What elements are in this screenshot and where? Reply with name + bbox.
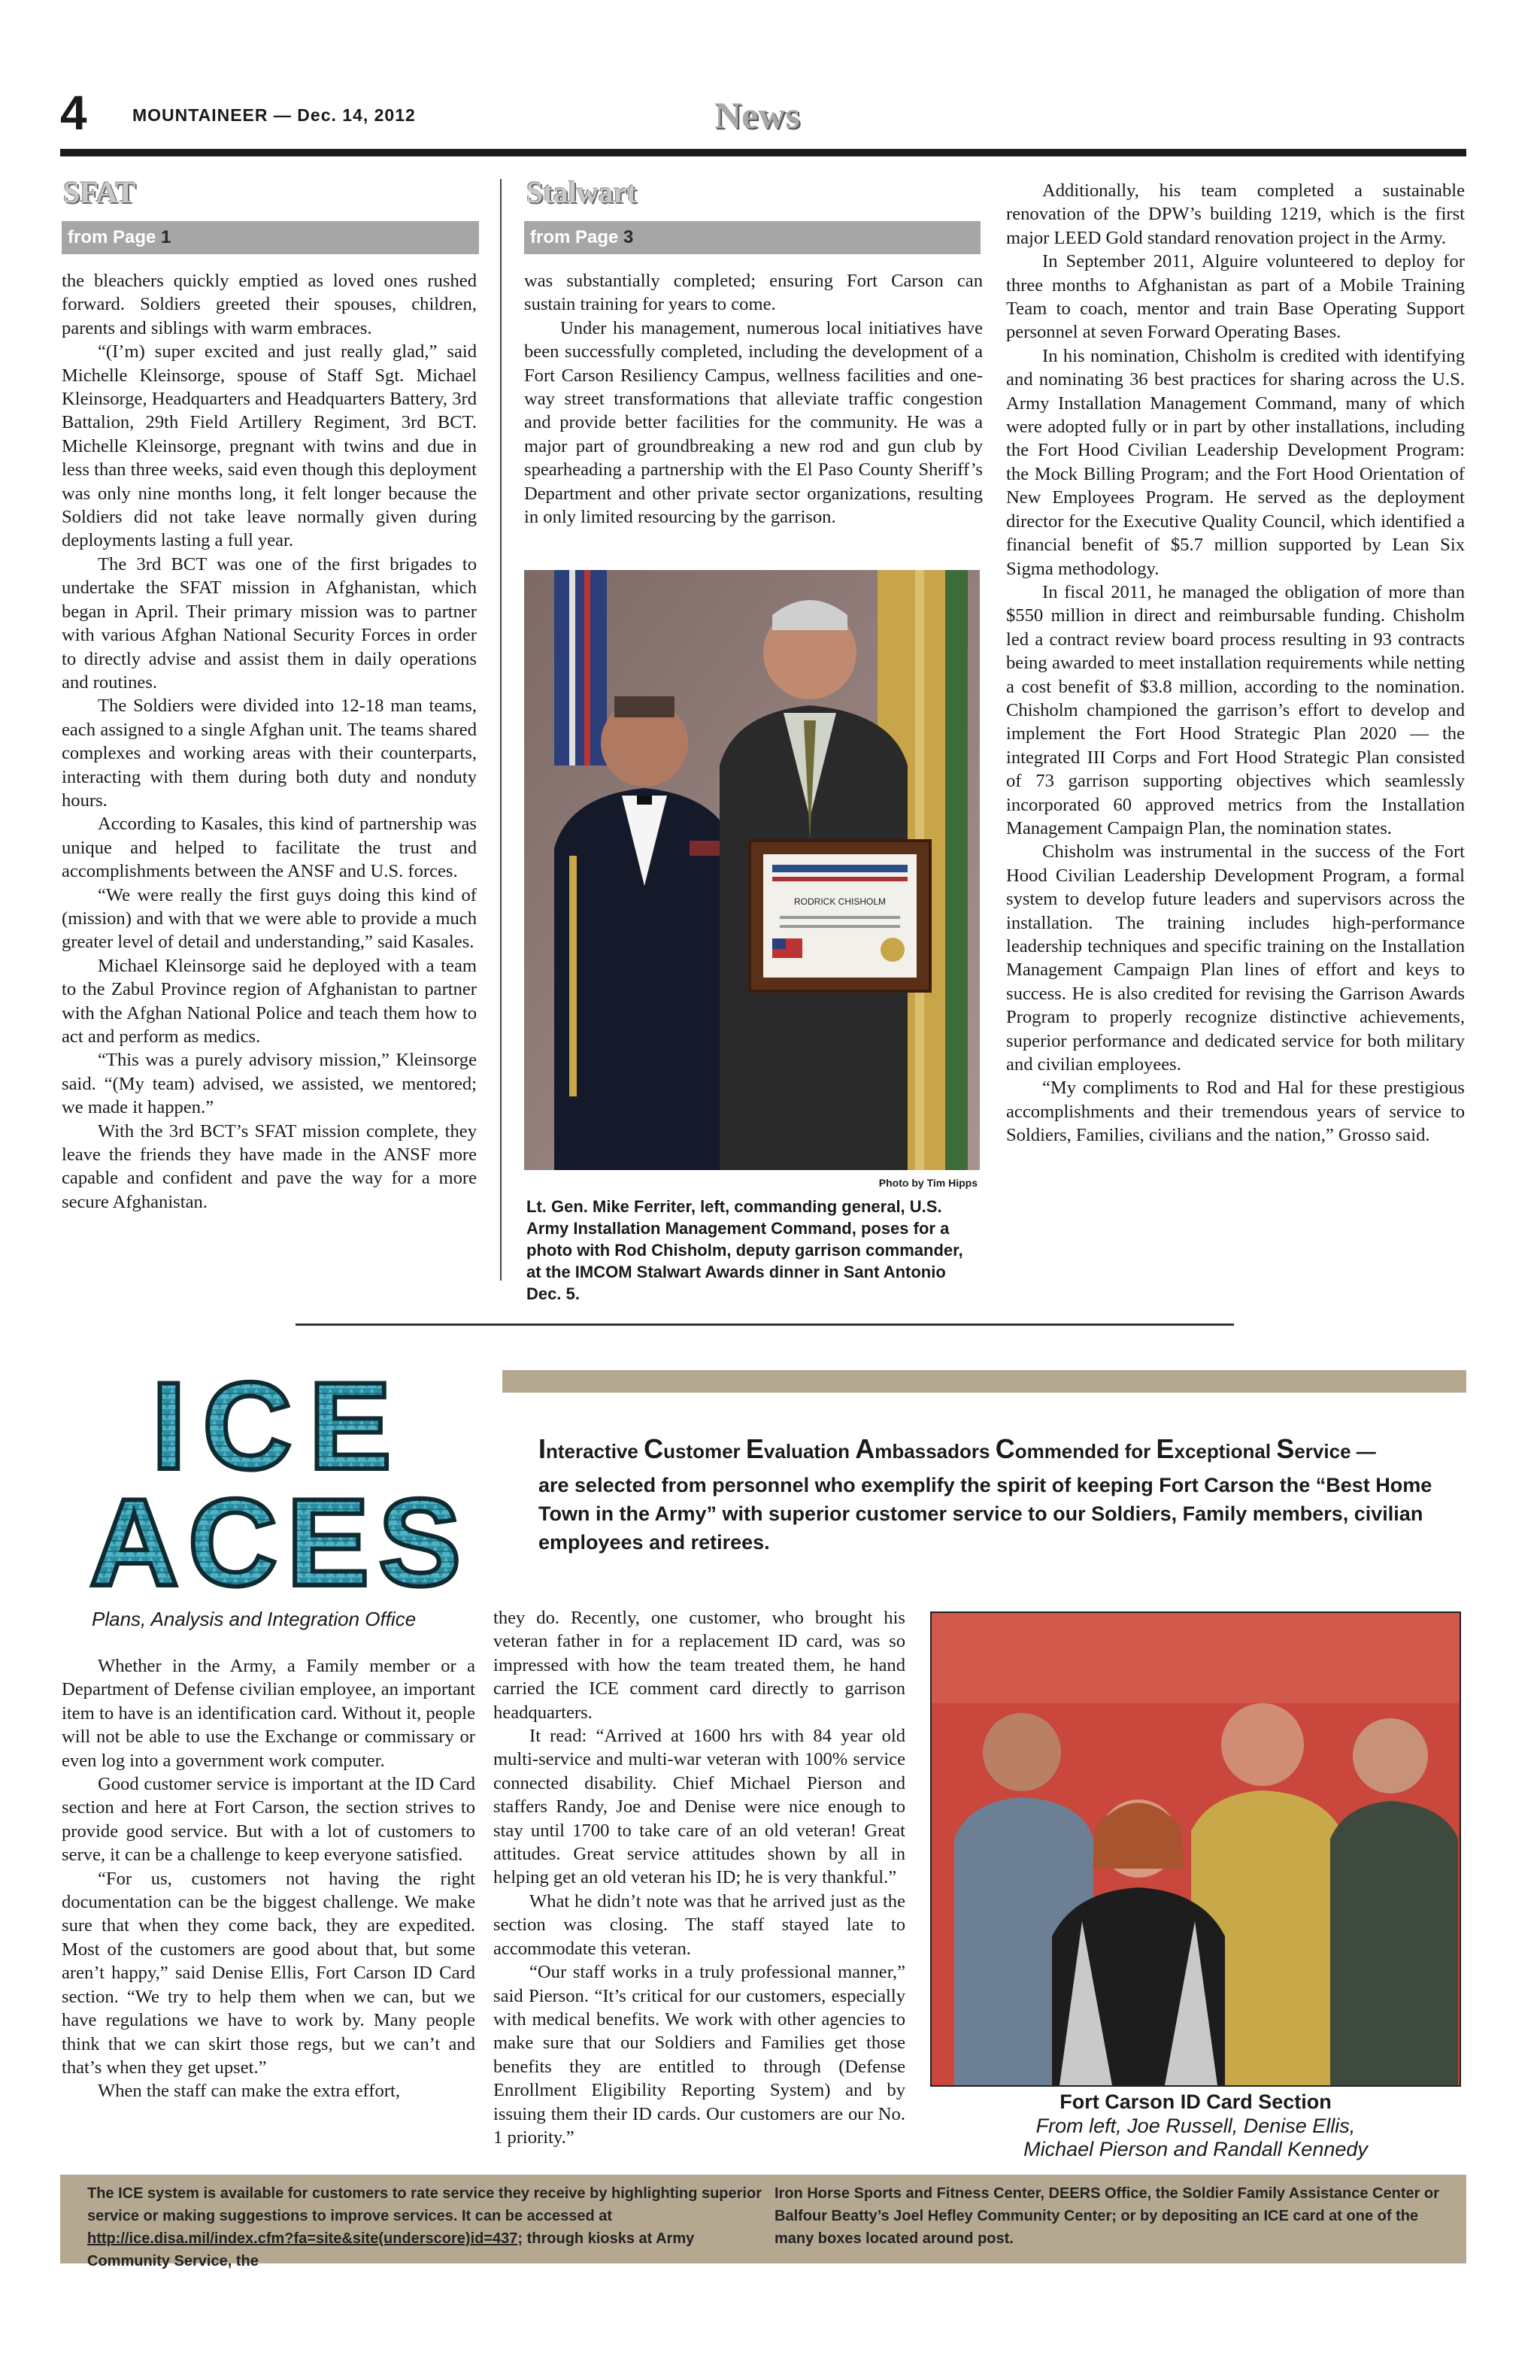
ice-paragraph: “For us, customers not having the right documentation can be the biggest challenge. We make sure that when they come back, they are expedited. Most of the customers are good about that, but some aren’t happy,” said Denise Ellis, Fort Carson ID Card section. “We try to help them when we can, but we have regulations we have to work by. Many people think that we can skirt those regs, but we can’t and that’s when they get upset.”	[62, 1868, 475, 2078]
headline-word: ervice —	[1294, 1440, 1376, 1463]
headline-word: nteractive	[546, 1440, 644, 1463]
ice-paragraph: Good customer service is important at the ID Card section and here at Fort Carson, the section strives to provide good service. But with a lot of customers to serve, it can be a challenge to keep everyone satisfied.	[62, 1774, 475, 1866]
award-photo-illustration	[524, 570, 980, 1170]
ice-logo-line2: ACES	[89, 1473, 471, 1593]
ice-paragraph: “Our staff works in a truly professional manner,” said Pierson. “It’s critical for our customers, especially with medical benefits. We work with other agencies to make sure that our Soldiers and Families get those benefits they are entitled to through (Defense Enrollment Eligibility Reporting System) and by issuing them their ID cards. Our customers are our No. 1 priority.”	[493, 1962, 905, 2148]
ice-paragraph: It read: “Arrived at 1600 hrs with 84 year old multi-service and multi-war veteran with 100% service connected disability. Chief Michael Pierson and staffers Randy, Joe and Denise were nice enough to stay until 1700 to take care of an old veteran! Great attitudes. Great service attitudes shown by all in helping get an old veteran his ID; he is very thankful.”	[493, 1726, 905, 1888]
id-photo-caption-title: Fort Carson ID Card Section	[1060, 2090, 1332, 2113]
sfat-paragraph: “(I’m) super excited and just really glad,” said Michelle Kleinsorge, spouse of Staff Sgt. Michael Kleinsorge, Headquarters and Headquarters Battery, 3rd Battalion, 29th Field Artillery Regiment, 3rd BCT. Michelle Kleinsorge, pregnant with twins and due in less than three weeks, said even though this deployment was only nine months long, it felt longer because the Soldiers did not take leave normally given during deployments lasting a full year.	[62, 341, 477, 551]
headline-word: ommended for	[1014, 1440, 1157, 1463]
ice-aces-headline	[538, 1433, 1471, 1465]
id-photo-caption	[930, 2115, 1461, 2161]
from-page-number: 1	[161, 227, 171, 247]
sfat-paragraph: The Soldiers were divided into 12-18 man teams, each assigned to a single Afghan unit. The teams shared complexes and working areas with their counterparts, interacting with them during both duty and nonduty hours.	[62, 696, 477, 811]
department-label: Plans, Analysis and Integration Office	[92, 1608, 417, 1630]
page-number: 4	[60, 86, 87, 140]
ice-aces-logo-art	[62, 1367, 498, 1593]
headline-initial: E	[1156, 1433, 1175, 1464]
sfat-paragraph: “We were really the first guys doing this kind of (mission) and with that we were able to provide a much greater level of detail and understanding,” said Kasales.	[62, 884, 477, 953]
stalwart-paragraph: Chisholm was instrumental in the success of the Fort Hood Civilian Leadership Development Program, a formal system to develop future leaders and supervisors across the installation. The training includes high-performance leadership techniques and specific training on the Installation Management Campaign Plan lines of effort and keys to success. He is also credited for revising the Garrison Awards Program to properly recognize distinctive achievements, superior performance and dedicated service for both military and civilian employees.	[1006, 841, 1465, 1075]
ice-logo-line1: ICE	[151, 1367, 408, 1495]
headline-word: mbassadors	[875, 1440, 996, 1463]
sfat-paragraph: “This was a purely advisory mission,” Kleinsorge said. “(My team) advised, we assisted, we mentored; we made it happen.”	[62, 1050, 477, 1118]
headline-initial: S	[1276, 1433, 1295, 1464]
sfat-from-page-bar	[62, 221, 479, 254]
stalwart-article-body	[524, 269, 983, 529]
ice-info-right: Iron Horse Sports and Fitness Center, DEERS Office, the Soldier Family Assistance Center or Balfour Beatty’s Joel Hefley Community Center; or by depositing an ICE card at one of the many boxes located around post.	[775, 2185, 1439, 2247]
sfat-article-body	[62, 269, 477, 1214]
plaque-name: RODRICK CHISHOLM	[793, 896, 887, 907]
ice-info-left	[87, 2182, 764, 2272]
group-photo-illustration	[932, 1613, 1460, 2085]
headline-word: valuation	[763, 1440, 856, 1463]
stalwart-photo-caption: Lt. Gen. Mike Ferriter, left, commanding general, U.S. Army Installation Management Command, poses for a photo with Rod Chisholm, deputy garrison commander, at the IMCOM Stalwart Awards dinner in Sant Antonio Dec. 5.	[526, 1197, 963, 1303]
section-title: News	[714, 94, 800, 136]
stalwart-photo	[524, 570, 980, 1170]
stalwart-paragraph: “My compliments to Rod and Hal for these prestigious accomplishments and their tremendous years of service to Soldiers, Families, civilians and the nation,” Grosso said.	[1006, 1078, 1465, 1146]
sfat-paragraph: The 3rd BCT was one of the first brigades to undertake the SFAT mission in Afghanistan, which began in April. Their primary mission was to partner with various Afghan National Security Forces in order to directly advise and assist them in daily operations and routines.	[62, 553, 477, 693]
headline-word: xceptional	[1174, 1440, 1277, 1463]
headline-initial: C	[995, 1433, 1015, 1464]
section-divider-rule	[296, 1323, 1234, 1326]
photo-credit: Photo by Tim Hipps	[878, 1177, 978, 1189]
stalwart-paragraph: In fiscal 2011, he managed the obligation of more than $550 million in direct and reimbursable funding. Chisholm led a contract review board process resulting in 93 contracts being awarded to meet installation requirements while netting a cost benefit of $3.8 million, according to the nomination. Chisholm championed the garrison’s effort to develop and implement the Fort Hood Strategic Plan 2020 — the integrated III Corps and Fort Hood Strategic Plan consisted of 73 garrison supporting objectives which seamlessly incorporated 60 approved metrics from the Installation Management Campaign Plan, the nomination states.	[1006, 581, 1465, 838]
headline-initial: I	[538, 1433, 547, 1464]
stalwart-continued-body	[1006, 179, 1465, 1148]
stalwart-paragraph: Additionally, his team completed a sustainable renovation of the DPW’s building 1219, which is the first major LEED Gold standard renovation project in the Army.	[1006, 180, 1465, 248]
stalwart-from-page-bar	[524, 221, 981, 254]
from-page-number: 3	[623, 227, 634, 247]
caption-line: Michael Pierson and Randall Kennedy	[1023, 2138, 1368, 2160]
sfat-paragraph: With the 3rd BCT’s SFAT mission complete, they leave the friends they have made in the ANSF more capable and confident and pave the way for a more secure Afghanistan.	[62, 1120, 477, 1212]
sfat-kicker: SFAT	[63, 175, 136, 209]
ice-paragraph: When the staff can make the extra effort,	[98, 2081, 400, 2102]
stalwart-paragraph: Under his management, numerous local initiatives have been successfully completed, including the development of a Fort Carson Resiliency Campus, wellness facilities and one-way street transformations that alleviate traffic congestion and provide better facilities for the community. He was a major part of groundbreaking a new rod and gun club by spearheading a partnership with the El Paso County Sheriff’s Department and other private sector organizations, resulting in only limited resourcing by the garrison.	[524, 317, 983, 528]
id-card-section-photo	[930, 1611, 1461, 2087]
sfat-paragraph: the bleachers quickly emptied as loved ones rushed forward. Soldiers greeted their spouses, children, parents and siblings with warm embraces.	[62, 271, 477, 338]
stalwart-paragraph: In his nomination, Chisholm is credited with identifying and nominating 36 best practices for sharing across the U.S. Army Installation Management Command, many of which were adopted fully or in part by other installations, including the Fort Hood Civilian Leadership Development Program: the Mock Billing Program; and the Fort Hood Orientation of New Employees Program. He served as the deployment director for the Executive Quality Council, which identified a financial benefit of $5.7 million supported by Lean Six Sigma methodology.	[1006, 345, 1465, 579]
sfat-paragraph: Michael Kleinsorge said he deployed with a team to the Zabul Province region of Afghanistan to partner with the Afghan National Police and teach them how to act and perform as medics.	[62, 955, 477, 1047]
headline-initial: C	[644, 1433, 664, 1464]
headline-initial: E	[745, 1433, 764, 1464]
ice-info-text: The ICE system is available for customers to rate service they receive by highlighting superior service or making suggestions to improve services. It can be accessed at	[87, 2185, 762, 2224]
ice-article-col2	[493, 1606, 905, 2149]
from-page-label: from Page	[68, 227, 162, 247]
ice-aces-logo	[62, 1367, 498, 1593]
headline-initial: A	[855, 1433, 875, 1464]
header-rule	[60, 149, 1466, 156]
caption-line: From left, Joe Russell, Denise Ellis,	[1035, 2115, 1356, 2137]
ice-paragraph: Whether in the Army, a Family member or a Department of Defense civilian employee, an important item to have is an identification card. Without it, people will not be able to use the Exchange or commissary or even log into a government work computer.	[62, 1656, 475, 1771]
publication-dateline: MOUNTAINEER — Dec. 14, 2012	[132, 105, 416, 125]
ice-paragraph: What he didn’t note was that he arrived just as the section was closing. The staff stayed late to accommodate this veteran.	[493, 1890, 905, 1959]
ice-paragraph: they do. Recently, one customer, who brought his veteran father in for a replacement ID card, was so impressed with how the team treated them, he hand carried the ICE comment card directly to garrison headquarters.	[493, 1608, 905, 1723]
ice-info-box	[60, 2175, 1466, 2269]
column-divider	[500, 179, 502, 1281]
ice-article-col1	[62, 1654, 475, 2103]
from-page-label: from Page	[530, 227, 624, 247]
stalwart-paragraph: was substantially completed; ensuring Fort Carson can sustain training for years to come.	[524, 271, 983, 315]
sfat-paragraph: According to Kasales, this kind of partnership was unique and helped to facilitate the trust and accomplishments between the ANSF and U.S. forces.	[62, 814, 477, 882]
stalwart-paragraph: In September 2011, Alguire volunteered to deploy for three months to Afghanistan as part of a Mobile Training Team to coach, mentor and train Base Operating Support personnel at seven Forward Operating Bases.	[1006, 251, 1465, 343]
ice-aces-top-bar	[502, 1370, 1466, 1393]
ice-info-text: ; through kiosks at Army Community Service, the	[87, 2230, 695, 2269]
ice-aces-subhead: are selected from personnel who exemplify the spirit of keeping Fort Carson the “Best Home Town in the Army” with superior customer service to our Soldiers, Family members, civilian employees and retirees.	[538, 1474, 1432, 1554]
headline-word: ustomer	[663, 1440, 746, 1463]
ice-website-link[interactable]: http://ice.disa.mil/index.cfm?fa=site&site(underscore)id=437	[87, 2230, 518, 2247]
stalwart-kicker: Stalwart	[526, 175, 637, 209]
